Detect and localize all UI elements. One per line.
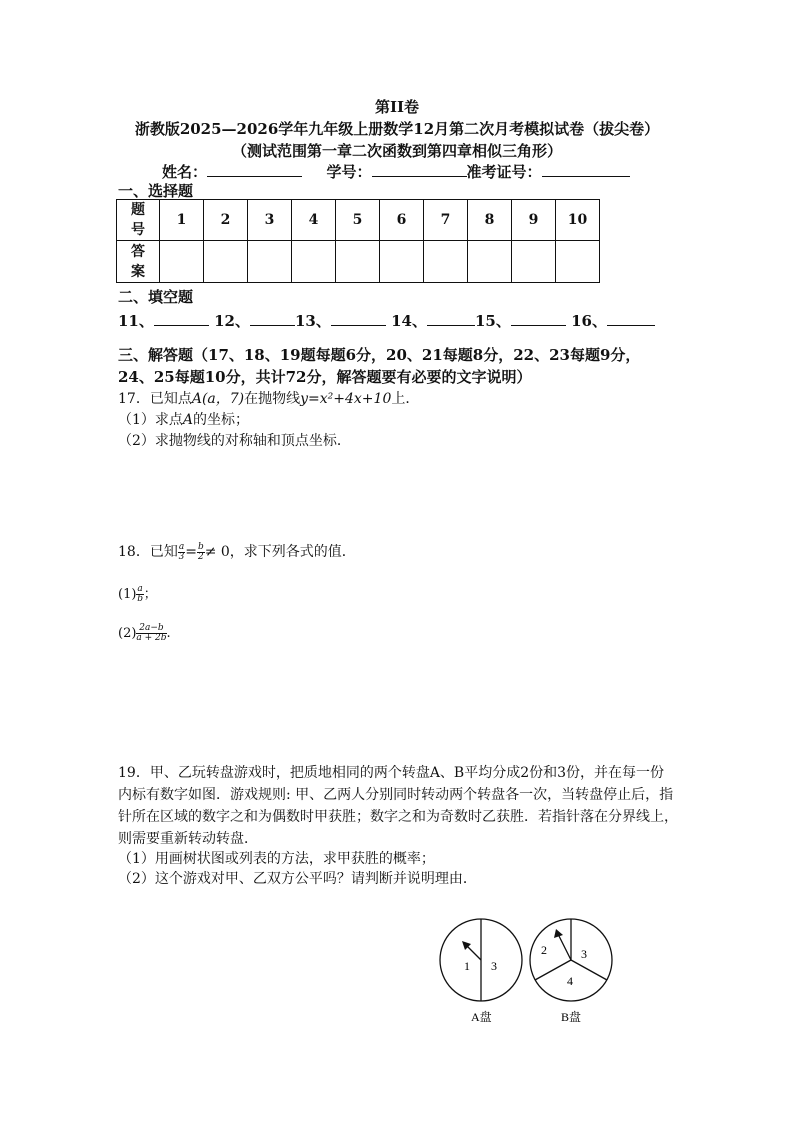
spinner-a-label: A盘 [471,1010,492,1024]
question-number-cell: 3 [248,200,292,241]
blank-field[interactable] [154,312,209,326]
blank-label: 11、 [118,312,154,330]
arrow-head-icon [554,929,563,938]
spinner-b [530,919,612,1024]
q17-part2: （2）求抛物线的对称轴和顶点坐标． [118,433,351,449]
answer-cell[interactable] [292,241,336,283]
section-solve-heading-1: 三、解答题（17、18、19题每题6分，20、21每题8分，22、23每题9分， [118,346,641,364]
answer-cell[interactable] [248,241,292,283]
q19-part1: （1）用画树状图或列表的方法，求甲获胜的概率； [118,851,435,867]
answer-cell[interactable] [380,241,424,283]
q19-line4: 则需要重新转动转盘． [118,831,258,847]
question-number-cell: 1 [160,200,204,241]
question-number-cell: 2 [204,200,248,241]
answer-cell[interactable] [204,241,248,283]
answer-cell[interactable] [160,241,204,283]
student-id-field[interactable] [372,163,467,177]
question-number-cell: 7 [424,200,468,241]
q18-part1: (1) $\frac{a}{b}$ ； [118,584,157,604]
volume-title: 第II卷 [374,98,420,116]
spinner-a-number: 1 [464,959,470,973]
answer-table [116,199,600,283]
ticket-label: 准考证号： [466,163,542,181]
question-number-cell: 4 [292,200,336,241]
spinner-b-number: 2 [541,943,547,957]
section-fill-heading: 二、填空题 [118,288,194,306]
question-number-cell: 6 [380,200,424,241]
question-number-cell: 10 [556,200,600,241]
pointer-arrow-icon [466,945,481,960]
pointer-arrow-icon [558,934,571,960]
blank-label: 16、 [571,312,607,330]
answer-cell[interactable] [424,241,468,283]
exam-title: 浙教版2025—2026学年九年级上册数学12月第二次月考模拟试卷（拔尖卷） [134,120,660,138]
q19-line3: 针所在区域的数字之和为偶数时甲获胜；数字之和为奇数时乙获胜．若指针落在分界线上， [118,809,678,825]
question-number-cell: 5 [336,200,380,241]
q19-line2: 内标有数字如图．游戏规则: 甲、乙两人分别同时转动两个转盘各一次，当转盘停止后，指 [118,787,674,803]
spinner-figure [430,910,630,1030]
student-info-line [162,161,630,182]
answer-header: 答 案 [117,241,160,283]
blank-label: 13、 [294,312,331,330]
answer-cell[interactable] [468,241,512,283]
answer-cell[interactable] [512,241,556,283]
question-number-cell: 9 [512,200,556,241]
name-field[interactable] [207,163,302,177]
q19-part2: （2）这个游戏对甲、乙双方公平吗？请判断并说明理由． [118,871,477,887]
q17-part1: （1）求点A的坐标； [118,412,250,428]
q17-stem: 17．已知点A(a，7)在抛物线y=x²+4x+10上． [118,391,420,407]
blank-label: 15、 [474,312,511,330]
question-number-cell: 8 [468,200,512,241]
spinner-b-number: 4 [567,974,573,988]
spinner-a-number: 3 [491,959,497,973]
blank-field[interactable] [511,312,566,326]
q19-line1: 19．甲、乙玩转盘游戏时，把质地相同的两个转盘A、B平均分成2份和3份，并在每一份 [118,765,665,781]
blank-field[interactable] [607,312,655,326]
ticket-field[interactable] [542,163,630,177]
blank-field[interactable] [250,312,295,326]
blank-field[interactable] [427,312,475,326]
q18-part2: (2) $\frac{2a-b}{a + 2b}$ . [118,623,171,643]
spinner-b-label: B盘 [561,1010,582,1024]
spinner-a [440,919,522,1024]
spinner-b-number: 3 [581,947,587,961]
student-id-label: 学号： [326,163,372,181]
question-number-header: 题 号 [117,200,160,241]
fill-blank-line [118,310,655,331]
blank-label: 12、 [214,312,250,330]
name-label: 姓名： [162,163,208,181]
section-solve-heading-2: 24、25每题10分，共计72分，解答题要有必要的文字说明） [118,368,532,386]
exam-scope: （测试范围第一章二次函数到第四章相似三角形） [231,142,562,160]
blank-field[interactable] [331,312,386,326]
q18-stem: 18．已知 $\frac{a}{3}$ = $\frac{b}{2}$ ≠ 0，求下列各式的值． [118,541,356,562]
section-choice-heading: 一、选择题 [118,182,194,200]
answer-cell[interactable] [336,241,380,283]
blank-label: 14、 [391,312,427,330]
answer-cell[interactable] [556,241,600,283]
